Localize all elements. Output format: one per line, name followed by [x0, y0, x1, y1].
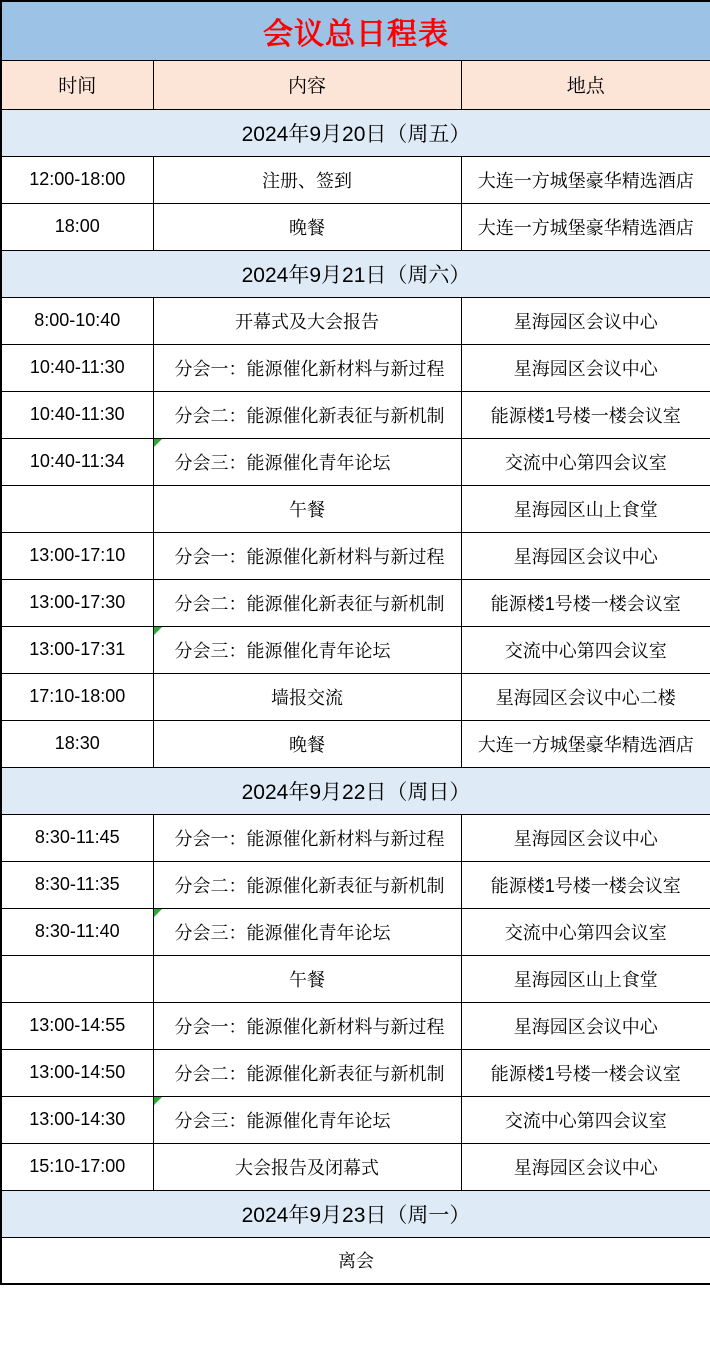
column-header-content: 内容: [153, 60, 461, 109]
event-content-label: 晚餐: [289, 217, 325, 238]
event-content-label: 分会一：能源催化新材料与新过程: [174, 546, 445, 567]
event-content-label: 分会一：能源催化新材料与新过程: [174, 1016, 445, 1037]
column-header-time: 时间: [1, 60, 153, 109]
event-row: [1, 156, 710, 203]
event-location-cell: 星海园区会议中心: [461, 814, 710, 861]
event-time-cell: 18:00: [1, 203, 153, 250]
date-row-label: 2024年9月20日（周五）: [1, 109, 710, 156]
event-content-cell: [153, 1096, 461, 1143]
event-time-cell: 13:00-17:31: [1, 626, 153, 673]
event-content-cell: [153, 861, 461, 908]
event-content-cell: [153, 720, 461, 767]
event-content-label: 分会三：能源催化青年论坛: [174, 922, 391, 943]
event-content-label: 注册、签到: [262, 170, 352, 191]
event-time-cell: 13:00-17:30: [1, 579, 153, 626]
event-time-cell: 13:00-17:10: [1, 532, 153, 579]
event-row: [1, 955, 710, 1002]
event-location-cell: 大连一方城堡豪华精选酒店: [461, 720, 710, 767]
event-location-cell: 能源楼1号楼一楼会议室: [461, 579, 710, 626]
page-title: 会议总日程表: [1, 1, 710, 60]
event-content-label: 大会报告及闭幕式: [235, 1157, 379, 1178]
event-content-cell: [153, 955, 461, 1002]
event-time-cell: 8:30-11:40: [1, 908, 153, 955]
event-row: [1, 1002, 710, 1049]
event-row: [1, 485, 710, 532]
leave-row-label: 离会: [1, 1237, 710, 1284]
title-row: [1, 1, 710, 60]
event-time-cell: 10:40-11:30: [1, 391, 153, 438]
event-location-cell: 星海园区会议中心: [461, 344, 710, 391]
cell-corner-marker-icon: [154, 627, 162, 635]
event-content-cell: [153, 156, 461, 203]
event-row: [1, 579, 710, 626]
event-row: [1, 626, 710, 673]
event-content-label: 分会三：能源催化青年论坛: [174, 452, 391, 473]
event-location-cell: 星海园区会议中心: [461, 1143, 710, 1190]
event-content-cell: [153, 1143, 461, 1190]
event-location-cell: 交流中心第四会议室: [461, 908, 710, 955]
event-time-cell: 10:40-11:30: [1, 344, 153, 391]
event-row: [1, 344, 710, 391]
event-content-label: 分会一：能源催化新材料与新过程: [174, 828, 445, 849]
event-content-label: 午餐: [289, 969, 325, 990]
event-row: [1, 814, 710, 861]
event-content-cell: [153, 391, 461, 438]
event-time-cell: 10:40-11:34: [1, 438, 153, 485]
event-location-cell: 星海园区会议中心: [461, 1002, 710, 1049]
event-location-cell: 能源楼1号楼一楼会议室: [461, 1049, 710, 1096]
event-row: [1, 203, 710, 250]
event-location-cell: 能源楼1号楼一楼会议室: [461, 391, 710, 438]
event-time-cell: 13:00-14:55: [1, 1002, 153, 1049]
event-content-label: 分会二：能源催化新表征与新机制: [174, 593, 445, 614]
event-row: [1, 297, 710, 344]
event-time-cell: 15:10-17:00: [1, 1143, 153, 1190]
schedule-body: [1, 109, 710, 1284]
event-content-label: 分会三：能源催化青年论坛: [174, 640, 391, 661]
event-content-cell: [153, 203, 461, 250]
date-divider-row: [1, 1190, 710, 1237]
event-time-cell: [1, 955, 153, 1002]
event-row: [1, 438, 710, 485]
event-content-label: 开幕式及大会报告: [235, 311, 379, 332]
event-content-label: 分会一：能源催化新材料与新过程: [174, 358, 445, 379]
date-divider-row: [1, 767, 710, 814]
event-content-cell: [153, 438, 461, 485]
event-content-label: 墙报交流: [271, 687, 343, 708]
date-divider-row: [1, 250, 710, 297]
event-content-label: 分会二：能源催化新表征与新机制: [174, 1063, 445, 1084]
event-location-cell: 星海园区山上食堂: [461, 485, 710, 532]
event-location-cell: 交流中心第四会议室: [461, 626, 710, 673]
event-time-cell: 13:00-14:50: [1, 1049, 153, 1096]
cell-corner-marker-icon: [154, 909, 162, 917]
event-row: [1, 1143, 710, 1190]
date-row-label: 2024年9月23日（周一）: [1, 1190, 710, 1237]
event-time-cell: 8:00-10:40: [1, 297, 153, 344]
event-content-cell: [153, 1049, 461, 1096]
column-header-row: [1, 60, 710, 109]
event-location-cell: 星海园区会议中心: [461, 532, 710, 579]
event-content-cell: [153, 532, 461, 579]
event-location-cell: 交流中心第四会议室: [461, 438, 710, 485]
cell-corner-marker-icon: [154, 439, 162, 447]
date-row-label: 2024年9月22日（周日）: [1, 767, 710, 814]
leave-row: [1, 1237, 710, 1284]
event-content-cell: [153, 579, 461, 626]
event-content-cell: [153, 485, 461, 532]
event-row: [1, 673, 710, 720]
date-divider-row: [1, 109, 710, 156]
event-time-cell: 12:00-18:00: [1, 156, 153, 203]
event-time-cell: 13:00-14:30: [1, 1096, 153, 1143]
event-content-cell: [153, 626, 461, 673]
event-time-cell: 17:10-18:00: [1, 673, 153, 720]
event-row: [1, 391, 710, 438]
event-content-label: 分会三：能源催化青年论坛: [174, 1110, 391, 1131]
event-location-cell: 星海园区山上食堂: [461, 955, 710, 1002]
event-row: [1, 1049, 710, 1096]
event-location-cell: 交流中心第四会议室: [461, 1096, 710, 1143]
event-content-label: 分会二：能源催化新表征与新机制: [174, 875, 445, 896]
event-location-cell: 大连一方城堡豪华精选酒店: [461, 156, 710, 203]
event-content-label: 分会二：能源催化新表征与新机制: [174, 405, 445, 426]
event-content-label: 午餐: [289, 499, 325, 520]
cell-corner-marker-icon: [154, 1097, 162, 1105]
event-time-cell: 8:30-11:45: [1, 814, 153, 861]
event-location-cell: 大连一方城堡豪华精选酒店: [461, 203, 710, 250]
event-content-cell: [153, 297, 461, 344]
event-row: [1, 908, 710, 955]
event-row: [1, 532, 710, 579]
event-row: [1, 861, 710, 908]
column-header-location: 地点: [461, 60, 710, 109]
event-content-cell: [153, 673, 461, 720]
event-time-cell: 8:30-11:35: [1, 861, 153, 908]
event-row: [1, 1096, 710, 1143]
event-location-cell: 星海园区会议中心: [461, 297, 710, 344]
event-content-cell: [153, 1002, 461, 1049]
event-row: [1, 720, 710, 767]
event-time-cell: 18:30: [1, 720, 153, 767]
event-content-cell: [153, 814, 461, 861]
event-content-cell: [153, 344, 461, 391]
event-location-cell: 星海园区会议中心二楼: [461, 673, 710, 720]
event-time-cell: [1, 485, 153, 532]
date-row-label: 2024年9月21日（周六）: [1, 250, 710, 297]
event-location-cell: 能源楼1号楼一楼会议室: [461, 861, 710, 908]
event-content-cell: [153, 908, 461, 955]
event-content-label: 晚餐: [289, 734, 325, 755]
